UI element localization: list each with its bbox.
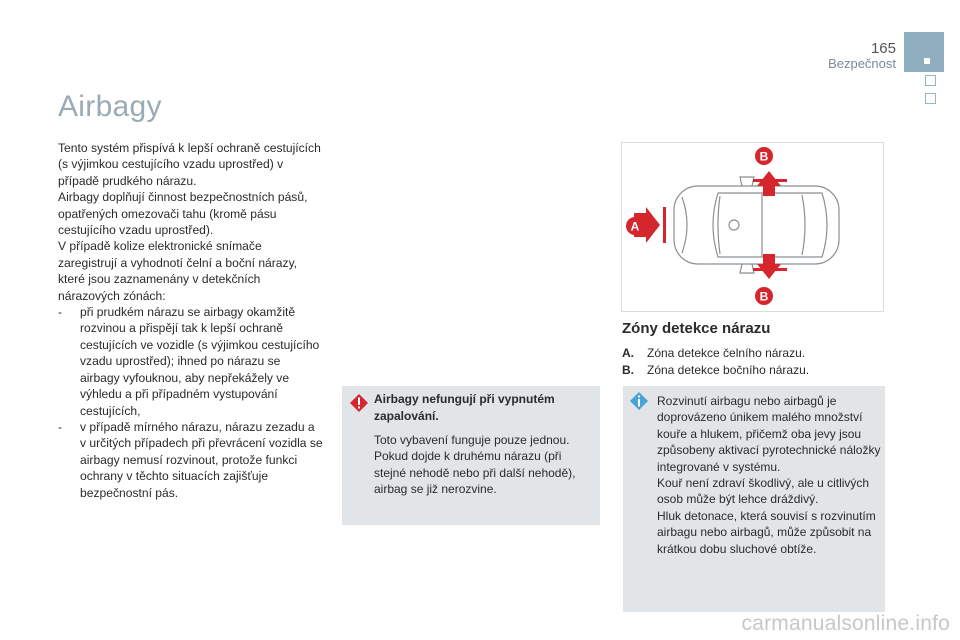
watermark-text: carmanualsonline.info [741,612,950,635]
bullet-text: v případě mírného nárazu, nárazu zezadu a v určitých případech při převrácení vozidla se airbagy nemusí rozvinout, protože funkci ochrany v těchto situacích zajišťuje bezpečnostní pás. [80,419,323,500]
impact-zones-figure [621,142,884,312]
intro-paragraph: V případě kolize elektronické snímače zaregistrují a vyhodnotí čelní a boční nárazy, které jsou zaznamenány v detekčních nárazových zónách: [58,239,298,303]
zone-letter: B. [622,363,634,377]
warning-icon [349,393,369,413]
intro-paragraph: Airbagy doplňují činnost bezpečnostních pásů, opatřených omezovači tahu (kromě pásu cestujícího vzadu uprostřed). [58,190,308,238]
bullet-dash: - [58,419,63,434]
label-b-bottom: B [759,289,769,304]
info-paragraph: Hluk detonace, která souvisí s rozvinutím airbagu nebo airbagů, může způsobit na krátkou dobu sluchové obtíže. [657,508,876,556]
warning-text: Toto vybavení funguje pouze jednou. Pokud dojde k druhému nárazu (při stejné nehodě nebo při další nehodě), airbag se již nerozvine. [374,433,576,497]
zones-heading: Zóny detekce nárazu [622,320,771,337]
chapter-marker-2 [925,93,936,104]
warning-title: Airbagy nefungují při vypnutém zapalování. [374,392,555,423]
info-paragraph: Kouř není zdraví škodlivý, ale u citlivých osob může být lehce dráždivý. [657,476,870,507]
intro-text [58,140,323,501]
info-paragraph: Rozvinutí airbagu nebo airbagů je doprovázeno únikem malého množství kouře a hlukem, přičemž oba jevy jsou způsobeny aktivací pyrotechnické náložky integrované v systému. [657,394,881,474]
label-a: A [630,219,640,234]
zone-text: Zóna detekce bočního nárazu. [647,363,810,377]
bullet-dash: - [58,305,63,320]
bullet-item [58,304,323,419]
page-number: 165 [870,40,896,57]
zone-letter: A. [622,346,634,360]
page-title: Airbagy [58,90,162,123]
chapter-marker-1 [925,75,936,86]
label-b-top: B [759,149,769,164]
info-text [657,393,882,557]
section-tab [904,32,944,72]
bullet-item [58,419,323,501]
section-title: Bezpečnost [828,56,896,71]
bullet-text: při prudkém nárazu se airbagy okamžitě rozvinou a přispějí tak k lepší ochraně cestujících ve vozidle (s výjimkou cestujícího vzadu uprostřed); ihned po nárazu se airbagy vyfouknou, aby nepřekážely ve výhledu a při případném vystupování cestujících, [80,305,320,418]
zone-text: Zóna detekce čelního nárazu. [647,346,806,360]
info-icon [629,391,649,411]
car-diagram [622,143,885,313]
intro-paragraph: Tento systém přispívá k lepší ochraně cestujících (s výjimkou cestujícího vzadu uprostřed) v případě prudkého nárazu. [58,141,321,188]
tab-square-icon [924,58,930,64]
